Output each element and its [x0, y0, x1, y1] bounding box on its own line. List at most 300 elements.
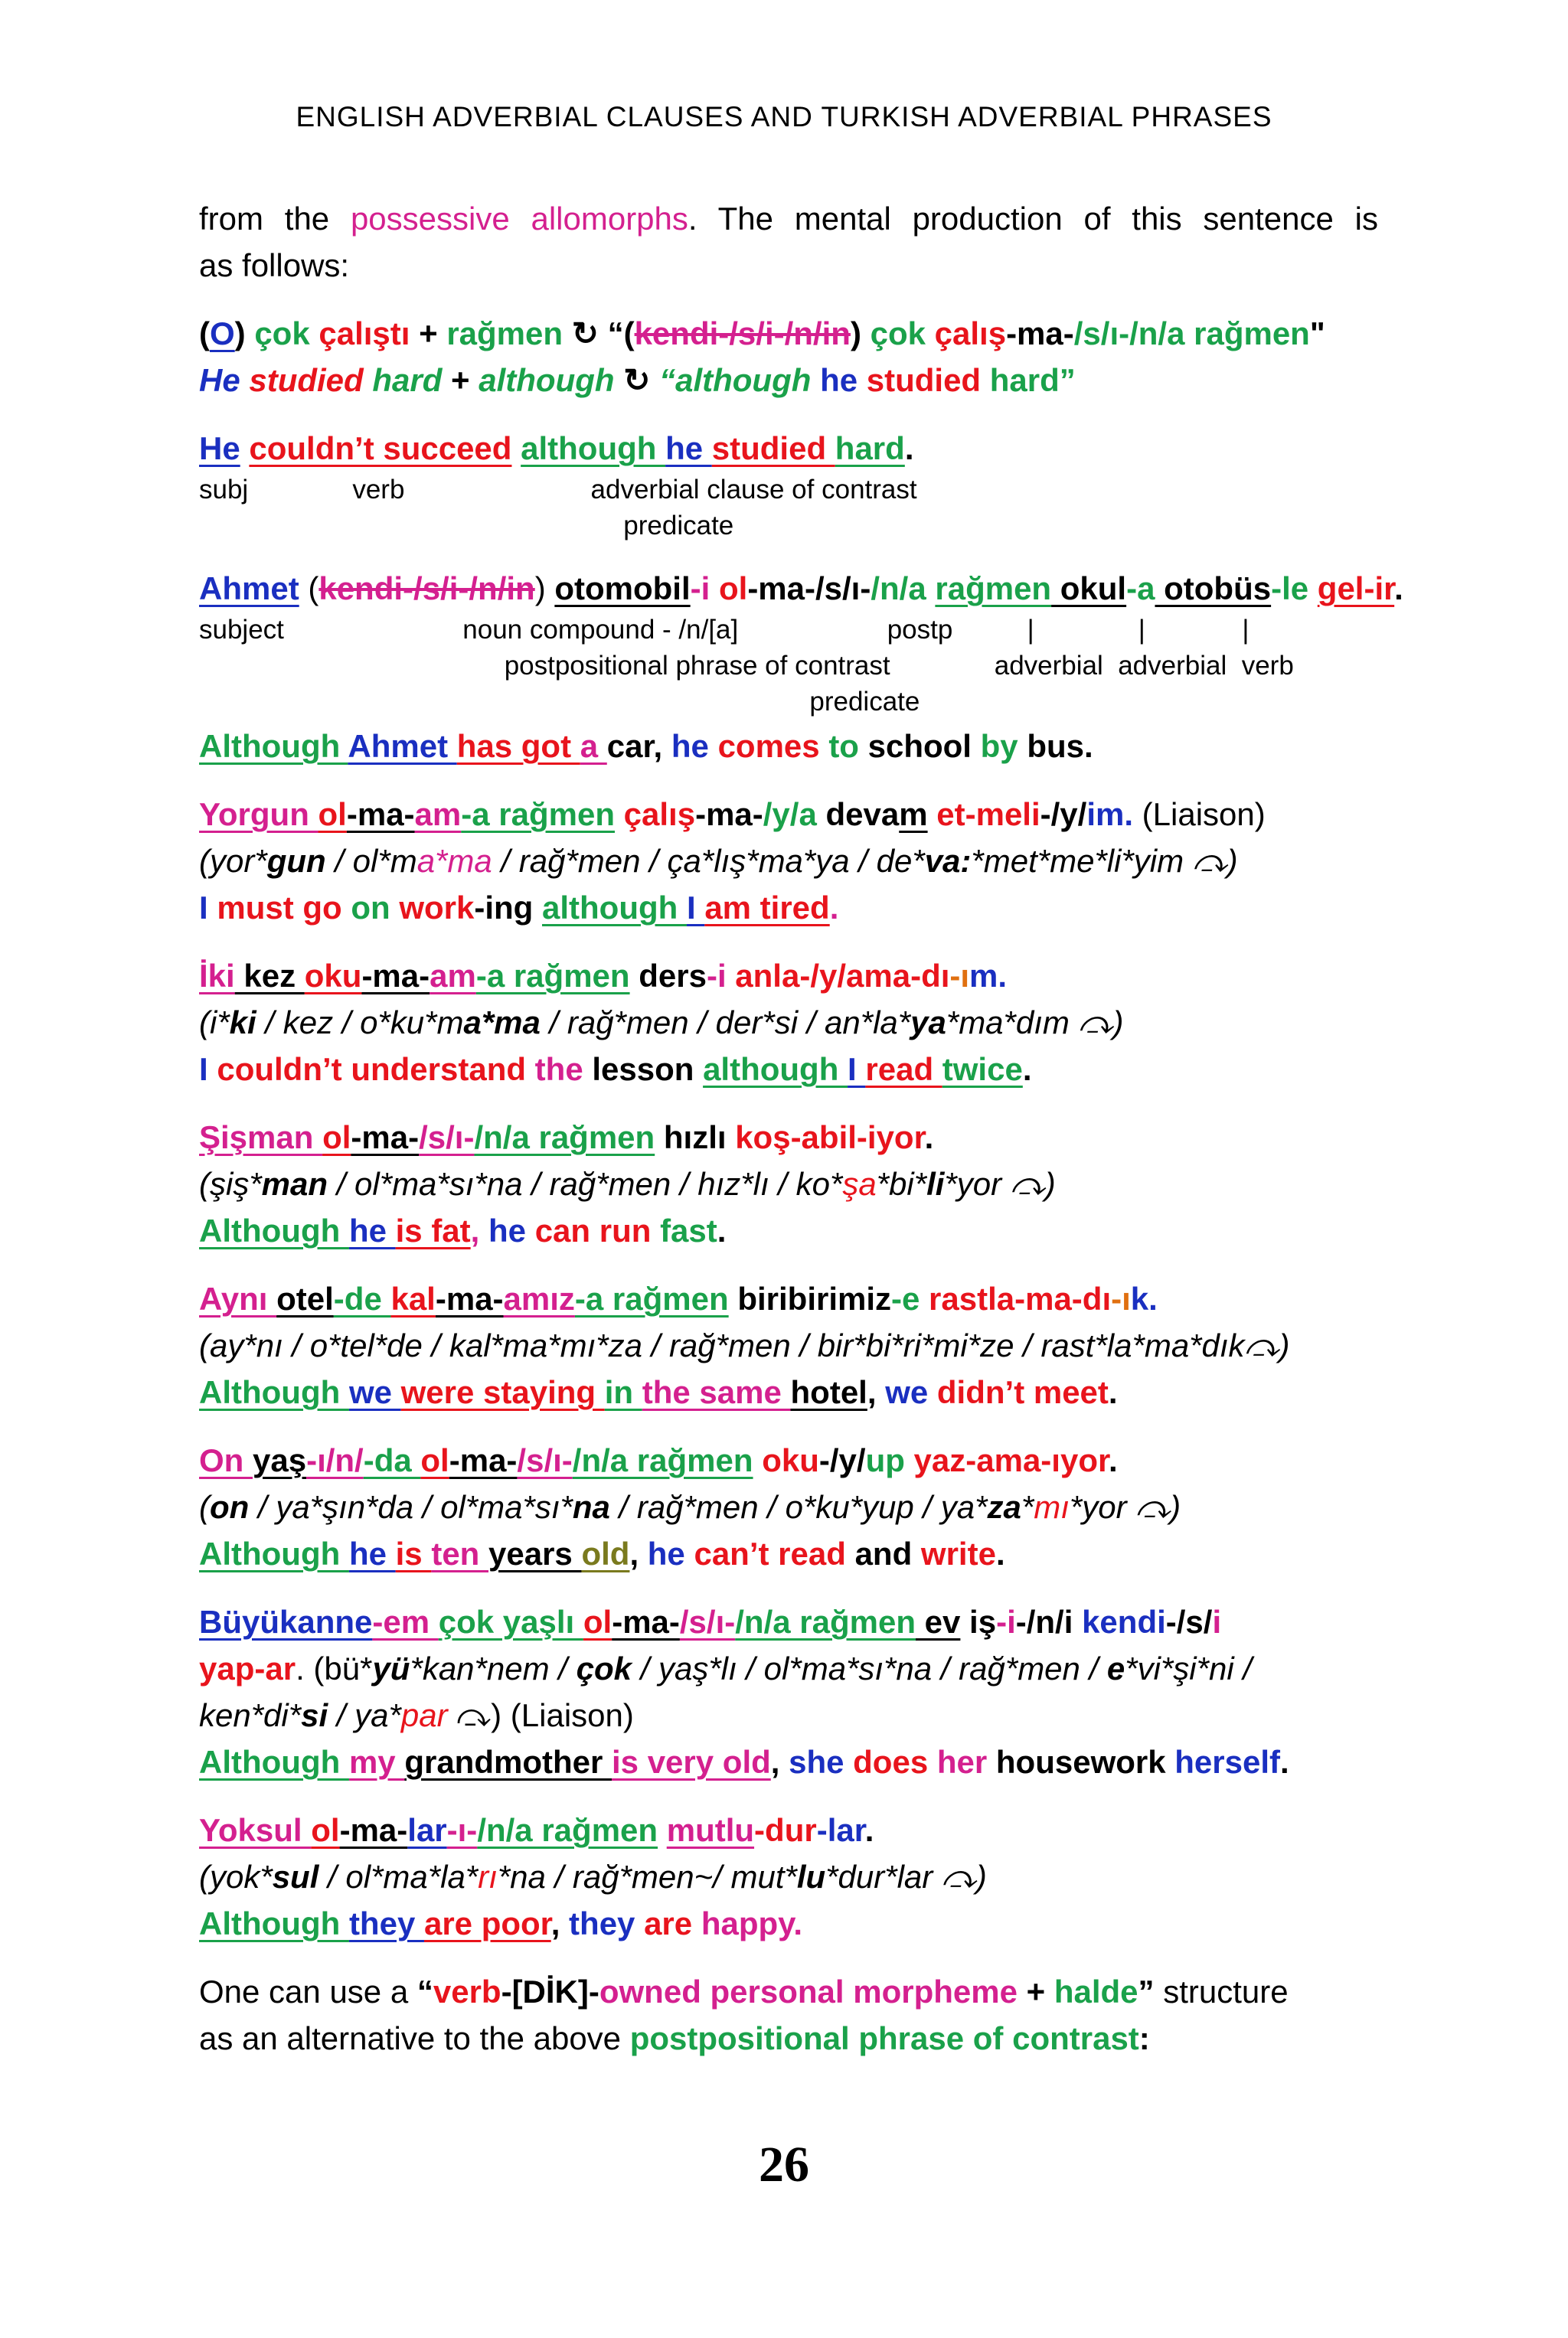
text-segment: fast	[660, 1213, 717, 1249]
text-segment: İki	[199, 958, 235, 994]
text-segment: lesson	[592, 1051, 704, 1087]
text-segment: ol	[583, 1604, 612, 1640]
text-segment: from the	[199, 201, 351, 237]
text-segment: .	[829, 890, 839, 926]
text-segment: -i	[690, 570, 719, 606]
text-segment: old	[581, 1536, 630, 1572]
text-segment: çalış	[623, 796, 696, 832]
text-segment: a*ma	[416, 843, 492, 879]
text-segment: the	[534, 1051, 593, 1087]
text-segment: the same	[642, 1374, 791, 1410]
text-segment: in	[604, 1374, 642, 1410]
annotation-line	[199, 648, 1378, 684]
text-segment: on	[351, 890, 400, 926]
text-segment: +	[442, 362, 479, 398]
text-segment: otomobil	[554, 570, 691, 606]
text-segment: is very old	[612, 1744, 771, 1780]
text-segment: kendi-/s/i-/n/in	[634, 315, 851, 351]
text-segment: /s/ı-/n/a rağmen	[1073, 315, 1310, 351]
text-segment	[240, 430, 250, 466]
text-segment: on	[210, 1489, 250, 1525]
example-iki	[199, 952, 1378, 1092]
text-segment: si	[301, 1697, 328, 1733]
text-segment: )	[234, 315, 255, 351]
text-line	[199, 1739, 1378, 1785]
block-gap	[199, 1785, 1378, 1807]
text-segment: twice	[942, 1051, 1023, 1087]
text-segment: postpositional phrase of contrast adverbial adverbial verb	[199, 651, 1294, 681]
text-segment: studied	[249, 362, 373, 398]
example-production	[199, 310, 1378, 403]
text-segment: -lar	[816, 1812, 865, 1848]
text-segment: *ma*dım ⤼)	[946, 1004, 1124, 1040]
text-line	[199, 1530, 1378, 1577]
text-segment: I	[686, 890, 705, 926]
text-segment: am	[430, 958, 476, 994]
text-segment: *dur*lar ⤼)	[825, 1859, 987, 1895]
text-line	[199, 425, 1378, 472]
text-segment: can run	[534, 1213, 661, 1249]
text-line	[199, 242, 1378, 289]
text-segment: they	[348, 1905, 424, 1941]
intro-paragraph	[199, 195, 1378, 289]
text-segment: par	[400, 1697, 448, 1733]
text-segment: Yorgun	[199, 796, 318, 832]
text-segment: ⤼) (Liaison)	[447, 1697, 634, 1733]
text-line	[199, 1968, 1378, 2015]
text-segment: ↻	[563, 315, 608, 351]
text-segment: -ing	[474, 890, 542, 926]
text-line	[199, 1046, 1378, 1092]
text-segment: is fat	[395, 1213, 471, 1249]
text-segment: .	[717, 1213, 727, 1249]
text-segment: possessive allomorphs	[350, 201, 688, 237]
text-line	[199, 1275, 1378, 1322]
text-segment: -ma-	[695, 796, 763, 832]
text-segment: hard	[835, 430, 905, 466]
text-segment: -ı	[949, 958, 970, 994]
text-segment	[658, 1812, 667, 1848]
text-segment: (ay*nı / o*tel*de / kal*ma*mı*za / rağ*men / bir*bi*ri*mi*ze / rast*la*ma*dık⤼)	[199, 1327, 1290, 1363]
text-segment: comes	[717, 728, 829, 764]
text-segment: ev	[916, 1604, 961, 1640]
text-segment: studied	[866, 362, 990, 398]
text-segment: -de	[333, 1281, 391, 1317]
text-segment: mutlu	[666, 1812, 755, 1848]
text-segment: are	[644, 1905, 701, 1941]
text-line	[199, 999, 1378, 1046]
text-segment: +	[1017, 1974, 1054, 2010]
text-segment	[753, 1442, 763, 1478]
text-segment: halde	[1054, 1974, 1138, 2010]
text-segment: -a rağmen	[475, 958, 630, 994]
block-gap	[199, 769, 1378, 791]
text-segment: ken*di*	[199, 1697, 302, 1733]
text-segment: .	[1022, 1051, 1032, 1087]
text-segment: .	[1108, 1374, 1118, 1410]
text-segment: hızlı	[655, 1119, 736, 1155]
text-segment: as an alternative to the above	[199, 2020, 630, 2056]
text-segment: we	[885, 1374, 937, 1410]
text-segment: (	[199, 1489, 210, 1525]
text-segment: I	[848, 1051, 866, 1087]
text-segment: -/y/ama-	[799, 958, 922, 994]
text-segment: I	[199, 890, 217, 926]
text-segment: Although	[199, 1905, 349, 1941]
text-line	[199, 838, 1378, 884]
text-segment: are poor	[423, 1905, 551, 1941]
text-segment: .	[904, 430, 914, 466]
block-gap	[199, 403, 1378, 425]
text-segment: couldn’t succeed	[249, 430, 512, 466]
page-number: 26	[759, 2137, 809, 2193]
text-line	[199, 1692, 1378, 1739]
text-segment: çok	[254, 315, 319, 351]
text-line	[199, 1437, 1378, 1484]
text-segment: *yor ⤼)	[1069, 1489, 1181, 1525]
text-segment: although	[521, 430, 666, 466]
text-segment: -ma-	[449, 1442, 518, 1478]
text-segment: Ahmet	[348, 728, 457, 764]
text-segment: )	[850, 315, 871, 351]
text-segment: -ma-	[612, 1604, 680, 1640]
text-segment: am	[414, 796, 462, 832]
text-segment: structure	[1154, 1974, 1289, 2010]
text-line	[199, 195, 1378, 242]
text-segment: ol	[718, 570, 748, 606]
text-line	[199, 1322, 1378, 1369]
text-segment: although	[479, 362, 615, 398]
text-segment: hard	[372, 362, 443, 398]
text-segment: gun	[266, 843, 326, 879]
text-line	[199, 791, 1378, 838]
text-segment: ,	[470, 1213, 488, 1249]
text-segment: he	[488, 1213, 535, 1249]
text-segment: çok	[576, 1651, 632, 1687]
text-segment: has got	[456, 728, 580, 764]
text-segment: can’t read	[694, 1536, 855, 1572]
text-segment: . (bü*	[296, 1651, 373, 1687]
text-segment: Yoksul	[199, 1812, 312, 1848]
text-segment: “although	[659, 362, 821, 398]
text-segment: .	[1394, 570, 1403, 606]
text-segment: /n/a rağmen	[477, 1812, 658, 1848]
text-segment: -/y/	[1040, 796, 1087, 832]
text-segment: were staying	[400, 1374, 605, 1410]
text-segment: -le	[1271, 570, 1309, 606]
text-segment: work	[399, 890, 475, 926]
text-line	[199, 1853, 1378, 1900]
text-segment: biribirimiz	[728, 1281, 892, 1317]
text-segment: otobüs	[1155, 570, 1272, 606]
text-segment: . The mental production of this sentence is	[688, 201, 1378, 237]
text-segment: -ma-	[351, 1119, 420, 1155]
example-yoksul	[199, 1807, 1378, 1947]
text-segment: he	[665, 430, 712, 466]
text-segment: kez	[234, 958, 305, 994]
text-segment: couldn’t understand	[217, 1051, 535, 1087]
text-segment: -ı	[1111, 1281, 1131, 1317]
text-segment: O	[210, 315, 235, 351]
text-segment: On	[199, 1442, 253, 1478]
text-segment: hard”	[989, 362, 1076, 398]
text-segment: hotel	[790, 1374, 867, 1410]
text-segment: predicate	[199, 687, 920, 717]
text-segment: -a rağmen	[574, 1281, 729, 1317]
text-segment: mı	[1034, 1489, 1070, 1525]
text-segment: kal	[390, 1281, 436, 1317]
text-segment: ,	[629, 1536, 648, 1572]
text-segment: / rağ*men / der*si / an*la*	[540, 1004, 911, 1040]
text-segment: (i*	[199, 1004, 230, 1040]
text-segment: ,	[550, 1905, 570, 1941]
text-segment: studied	[711, 430, 835, 466]
text-segment: gel-ir	[1317, 570, 1395, 606]
text-segment: kendi	[1082, 1604, 1166, 1640]
text-segment: school	[867, 728, 981, 764]
text-segment: -[DİK]-	[501, 1974, 599, 2010]
text-segment: otel	[276, 1281, 334, 1317]
text-segment: “	[416, 1974, 433, 2010]
text-segment: a	[580, 728, 607, 764]
text-segment: -em	[372, 1604, 439, 1640]
text-segment	[1308, 570, 1318, 606]
text-segment: /n/a rağmen	[572, 1442, 753, 1478]
text-segment: up	[865, 1442, 914, 1478]
text-segment: (	[199, 315, 210, 351]
text-segment: (	[299, 570, 319, 606]
text-segment: rağmen	[935, 570, 1052, 606]
text-line	[199, 2015, 1378, 2062]
text-segment: -ma-/s/ı-	[747, 570, 871, 606]
text-segment: -a rağmen	[461, 796, 615, 832]
text-line	[199, 1161, 1378, 1207]
block-gap	[199, 1254, 1378, 1275]
text-segment: / kez / o*ku*m	[256, 1004, 464, 1040]
text-segment: *yor ⤼)	[944, 1166, 1056, 1202]
text-segment: ki	[229, 1004, 256, 1040]
text-segment: *kan*nem /	[410, 1651, 577, 1687]
text-segment: happy.	[701, 1905, 803, 1941]
text-segment: /n/a	[871, 570, 926, 606]
text-segment: deva	[816, 796, 900, 832]
example-ayni	[199, 1275, 1378, 1416]
text-line	[199, 1484, 1378, 1530]
text-segment: -da	[363, 1442, 421, 1478]
text-segment: -e	[891, 1281, 929, 1317]
text-segment: *vi*şi*ni /	[1125, 1651, 1252, 1687]
text-segment: write	[920, 1536, 996, 1572]
text-segment: za	[987, 1489, 1021, 1525]
text-segment: (şiş*	[199, 1166, 262, 1202]
text-segment: / rağ*men / ça*lış*ma*ya / de*	[492, 843, 925, 879]
text-segment: ders	[629, 958, 707, 994]
text-segment: although	[542, 890, 687, 926]
text-segment: Although	[199, 1374, 349, 1410]
text-segment: sul	[272, 1859, 319, 1895]
text-segment: va:	[924, 843, 972, 879]
annotation-line	[199, 612, 1378, 648]
text-segment: ol	[322, 1119, 351, 1155]
text-segment: Although	[199, 1213, 349, 1249]
text-segment: man	[261, 1166, 328, 1202]
text-segment: lu	[796, 1859, 826, 1895]
text-line	[199, 1369, 1378, 1416]
text-segment: ,	[867, 1374, 886, 1410]
text-segment: /s/ı-	[679, 1604, 736, 1640]
text-segment: he	[348, 1213, 396, 1249]
text-segment: yü	[372, 1651, 410, 1687]
text-segment: read	[865, 1051, 942, 1087]
text-segment: she	[789, 1744, 854, 1780]
text-segment: -ma-	[435, 1281, 504, 1317]
text-segment: Şişman	[199, 1119, 323, 1155]
text-segment: owned personal morpheme	[599, 1974, 1018, 2010]
text-segment: he	[671, 728, 718, 764]
running-header: ENGLISH ADVERBIAL CLAUSES AND TURKISH ADVERBIAL PHRASES	[296, 101, 1272, 132]
text-segment: subject noun compound - /n/[a] postp | | |	[199, 615, 1250, 645]
text-segment: /s/ı-	[419, 1119, 475, 1155]
text-segment: ol	[420, 1442, 449, 1478]
text-segment: "	[1309, 315, 1325, 351]
block-gap	[199, 544, 1378, 565]
text-segment: *	[1021, 1489, 1034, 1525]
text-segment: as follows:	[199, 247, 350, 283]
text-segment: / ol*ma*sı*na / rağ*men / hız*lı / ko*	[328, 1166, 843, 1202]
text-segment: car	[606, 728, 654, 764]
text-segment: dı	[921, 958, 950, 994]
text-segment: didn’t meet	[936, 1374, 1109, 1410]
text-line	[199, 1645, 1378, 1692]
text-segment: housework	[995, 1744, 1175, 1780]
page-body	[199, 195, 1403, 2062]
text-segment: koş-abil-iyor	[735, 1119, 925, 1155]
text-segment: he	[348, 1536, 396, 1572]
text-segment: / ol*m	[325, 843, 417, 879]
text-segment: :	[1138, 2020, 1150, 2056]
text-segment: amız	[503, 1281, 575, 1317]
text-segment: and	[854, 1536, 921, 1572]
text-line	[199, 723, 1378, 769]
text-segment: postpositional phrase of contrast	[629, 2020, 1139, 2056]
text-segment: (yor*	[199, 843, 267, 879]
text-segment: rağmen	[446, 315, 564, 351]
text-segment: by	[980, 728, 1027, 764]
text-segment: to	[828, 728, 868, 764]
text-line	[199, 1807, 1378, 1853]
text-segment: predicate	[199, 511, 734, 540]
english-ahmet	[199, 723, 1378, 769]
text-segment: years	[488, 1536, 582, 1572]
text-segment: bus.	[1027, 728, 1093, 764]
text-line	[199, 1900, 1378, 1947]
text-segment: /y/a	[763, 796, 817, 832]
text-segment: na	[572, 1489, 610, 1525]
text-segment: we	[348, 1374, 401, 1410]
text-segment: he	[647, 1536, 694, 1572]
text-segment: Ahmet	[199, 570, 299, 606]
text-segment: subj verb adverbial clause of contrast	[199, 475, 917, 504]
text-segment: k.	[1130, 1281, 1158, 1317]
text-line	[199, 1207, 1378, 1254]
text-segment: Büyükanne	[199, 1604, 373, 1640]
text-segment: ya	[910, 1004, 946, 1040]
text-segment: )	[534, 570, 555, 606]
text-segment: -dur	[754, 1812, 817, 1848]
text-segment: go	[302, 890, 351, 926]
text-segment: *na / rağ*men~/ mut*	[497, 1859, 797, 1895]
text-segment: -ma-	[361, 958, 430, 994]
text-segment: ,	[770, 1744, 789, 1780]
text-segment: (yok*	[199, 1859, 273, 1895]
text-segment: e	[1106, 1651, 1125, 1687]
text-segment: /n/a rağmen	[735, 1604, 916, 1640]
block-gap	[199, 1092, 1378, 1114]
text-segment: ol	[318, 796, 347, 832]
text-segment: -ma-	[1006, 315, 1074, 351]
example-ahmet	[199, 565, 1403, 720]
text-segment: I	[199, 1051, 217, 1087]
text-segment: .	[864, 1812, 874, 1848]
text-segment: rı	[478, 1859, 498, 1895]
closing-paragraph	[199, 1968, 1378, 2062]
text-segment: m.	[969, 958, 1008, 994]
text-segment: rastla-ma-dı	[929, 1281, 1112, 1317]
text-segment: He	[199, 430, 240, 466]
text-line	[199, 1598, 1378, 1645]
text-segment: Although	[199, 728, 348, 764]
text-segment: does	[853, 1744, 937, 1780]
text-segment: *bi*	[876, 1166, 927, 1202]
text-segment: -i	[706, 958, 736, 994]
text-segment: Although	[199, 1744, 349, 1780]
text-segment: li	[926, 1166, 945, 1202]
text-segment: ,	[653, 728, 671, 764]
text-segment: -a	[1126, 570, 1155, 606]
text-line	[199, 310, 1378, 357]
text-segment: yap-ar	[199, 1651, 296, 1687]
text-segment: he	[820, 362, 867, 398]
text-line	[199, 884, 1378, 931]
text-segment: -/n/i	[1015, 1604, 1083, 1640]
text-segment: ↻	[614, 362, 660, 398]
text-segment: / ol*ma*la*	[318, 1859, 479, 1895]
text-segment: m	[899, 796, 928, 832]
text-segment: im.	[1086, 796, 1134, 832]
text-segment: herself	[1174, 1744, 1281, 1780]
text-line	[199, 1114, 1378, 1161]
text-segment	[511, 430, 521, 466]
example-buyukanne	[199, 1598, 1378, 1785]
text-segment: One can use a	[199, 1974, 417, 2010]
text-segment: oku	[762, 1442, 819, 1478]
text-segment: yaz-ama-ıyor	[913, 1442, 1109, 1478]
block-gap	[199, 1416, 1378, 1437]
text-segment: lar	[407, 1812, 447, 1848]
text-segment: -i	[996, 1604, 1016, 1640]
text-segment: çalıştı	[318, 315, 410, 351]
text-segment: .	[924, 1119, 934, 1155]
example-on-yas	[199, 1437, 1378, 1577]
text-segment: .	[1280, 1744, 1289, 1780]
annotation-line	[199, 684, 1378, 720]
text-segment: ”	[1138, 1974, 1155, 2010]
example-he-couldnt	[199, 425, 1378, 544]
text-segment: they	[569, 1905, 645, 1941]
text-segment: / rağ*men / o*ku*yup / ya*	[609, 1489, 988, 1525]
example-yorgun	[199, 791, 1378, 931]
text-segment: -ı/n/	[306, 1442, 364, 1478]
